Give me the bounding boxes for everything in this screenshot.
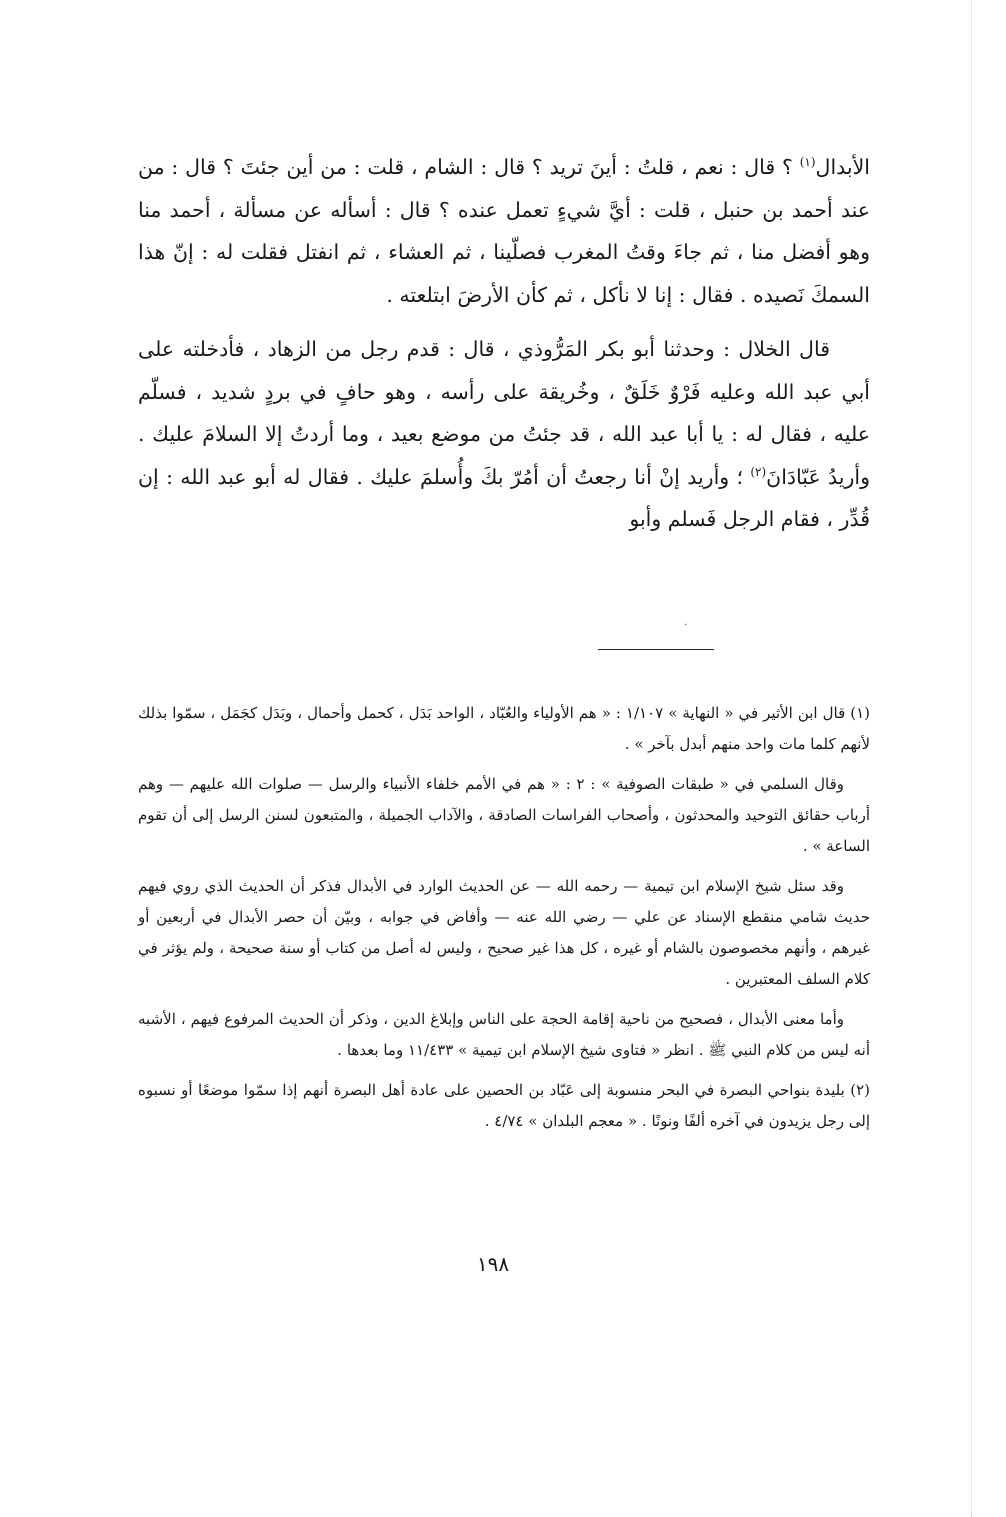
stray-mark: · — [684, 620, 688, 631]
scan-edge-line — [971, 0, 972, 1517]
footnote-1-continuation-c: وأما معنى الأبدال ، فصحيح من ناحية إقامة الحجة على الناس وإبلاغ الدين ، وذكر أن الحديث المرفوع فيهم ، الأشبه أنه ليس من كلام النبي ﷺ . انظر « فتاوى شيخ الإسلام ابن تيمية » ١١/٤٣٣ وما بعدها . — [138, 1010, 870, 1059]
page-number: ١٩٨ — [476, 1252, 510, 1276]
footnote-ref-1[interactable]: (١) — [799, 155, 816, 170]
footnotes-section — [138, 698, 870, 1146]
footnote-1-continuation-b: وقد سئل شيخ الإسلام ابن تيمية — رحمه الله — عن الحديث الوارد في الأبدال فذكر أن الحديث الذي روي فيهم حديث شامي منقطع الإسناد عن علي — رضي الله عنه — وأفاض في جوابه ، وبيّن أن حصر الأبدال في أربعين أو غيرهم ، وأنهم مخصوصون بالشام أو غيره ، كل هذا غير صحيح ، وليس له أصل من كتاب أو سنة صحيحة ، ولم يؤثر في كلام السلف المعتبرين . — [138, 877, 870, 988]
paragraph-1 — [138, 146, 870, 316]
footnote-1: (١) قال ابن الأثير في « النهاية » ١/١٠٧ : « هم الأولياء والعُبّاد ، الواحد بَدَل ، كحمل وأحمال ، وبَدَل كجَمَل ، سمّوا بذلك لأنهم كلما مات واحد منهم أبدل بآخر » . — [138, 704, 870, 753]
footnote-1-continuation-a: وقال السلمي في « طبقات الصوفية » : ٢ : « هم في الأمم خلفاء الأنبياء والرسل — صلوات الله عليهم — وهم أرباب حقائق التوحيد والمحدثون ، وأصحاب الفراسات الصادقة ، والآداب الجميلة ، والمتبعون لسنن الرسل إلى أن تقوم الساعة » . — [138, 775, 870, 855]
paragraph-2 — [138, 328, 870, 541]
paragraph-2-text-b: ؛ وأريد إنْ أنا رجعتُ أن أمُرّ بكَ وأُسلمَ عليك . فقال له أبو عبد الله : إن قُدِّر ، فقام الرجل فَسلم وأبو — [138, 464, 870, 531]
main-text — [138, 146, 870, 541]
word-abdal: الأبدال — [815, 155, 870, 179]
paragraph-2-text-a: قال الخلال : وحدثنا أبو بكر المَرُّوذي ، قال : قدم رجل من الزهاد ، فأدخلته على أبي عبد الله وعليه فَرْوٌ خَلَقٌ ، وخُريقة على رأسه ، وهو حافٍ في بردٍ شديد ، فسلّم عليه ، فقال له : يا أبا عبد الله ، قد جئتُ من موضع بعيد ، وما أردتُ إلا السلامَ عليك . وأريدُ عَبّادَانَ — [138, 337, 870, 489]
footnote-2: (٢) بليدة بنواحي البصرة في البحر منسوبة إلى عَبّاد بن الحصين على عادة أهل البصرة أنهم إذا سمّوا موضعًا أو نسبوه إلى رجل يزيدون في آخره ألفًا ونونًا . « معجم البلدان » ٤/٧٤ . — [138, 1081, 870, 1130]
paragraph-1-text: ؟ قال : نعم ، قلتُ : أينَ تريد ؟ قال : الشام ، قلت : من أين جئتَ ؟ قال : من عند أحمد بن حنبل ، قلت : أيَّ شيءٍ تعمل عنده ؟ قال : أسأله عن مسألة ، أحمد منا وهو أفضل منا ، ثم جاءَ وقتُ المغرب فصلّينا ، ثم العشاء ، ثم انفتل فقلت له : إنّ هذا السمكَ نَصيده . فقال : إنا لا نأكل ، ثم كأن الأرضَ ابتلعته . — [138, 155, 870, 307]
footnote-ref-2[interactable]: (٢) — [750, 464, 767, 479]
footnote-separator — [598, 649, 714, 650]
